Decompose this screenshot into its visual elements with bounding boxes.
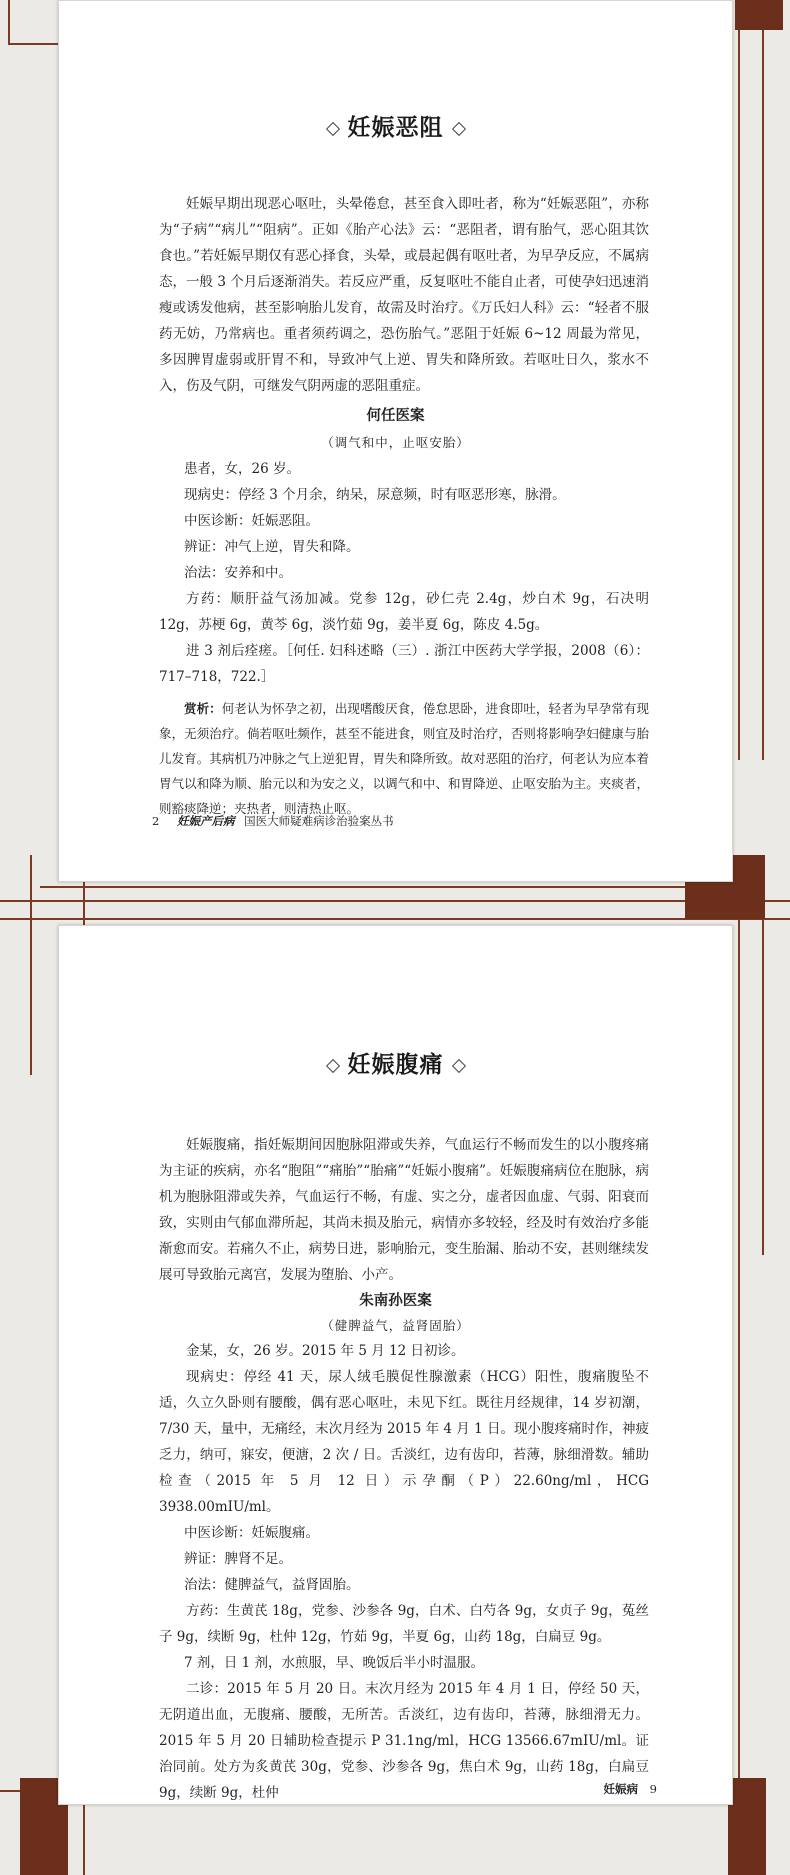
footer-book-title: 妊娠病 [603,1782,639,1796]
band-line [40,886,760,888]
footer-series: 国医大师疑难病诊治验案丛书 [244,814,394,828]
book-page-2 [58,925,733,1805]
frame-line [738,855,740,1875]
usage-line: 7 剂，日 1 剂，水煎服，早、晚饭后半小时温服。 [184,1655,485,1671]
diamond-ornament-icon [452,122,466,136]
prescription-paragraph: 方药：顺肝益气汤加减。党参 12g，砂仁壳 2.4g，炒白术 9g，石决明 12g，苏梗 6g，黄芩 6g，淡竹茹 9g，姜半夏 6g，陈皮 4.5g。 [159,591,649,633]
treatment-line: 治法：健脾益气，益肾固胎。 [184,1577,360,1593]
corner-block [728,1778,766,1875]
frame-line [30,855,32,1075]
comment-label: 赏析： [184,701,222,716]
frame-line [762,0,764,760]
followup-paragraph: 进 3 剂后痊瘥。［何任. 妇科述略（三）. 浙江中医药大学学报，2008（6）：717–718，722.］ [159,643,649,685]
page-footer [604,1781,657,1797]
prescription-paragraph: 方药：生黄芪 18g，党参、沙参各 9g，白术、白芍各 9g，女贞子 9g，菟丝子 9g，续断 9g，杜仲 12g，竹茹 9g，半夏 6g，山药 18g，白扁豆 9g。 [159,1603,649,1645]
syndrome-line: 辨证：脾肾不足。 [184,1551,292,1567]
page-number: 2 [152,814,160,828]
frame-line [738,0,740,760]
diamond-ornament-icon [452,1059,466,1073]
chapter-title-text: 妊娠恶阻 [347,114,444,141]
book-page-1 [58,0,733,882]
patient-line: 患者，女，26 岁。 [184,461,300,477]
history-line: 现病史：停经 3 个月余，纳呆，尿意频，时有呕恶形寒，脉滑。 [184,487,566,503]
case-subtitle: （调气和中，止呕安胎） [321,435,470,450]
diagnosis-line: 中医诊断：妊娠恶阻。 [184,513,319,529]
comment-text: 何老认为怀孕之初，出现嗜酸厌食，倦怠思卧，进食即吐，轻者为早孕常有现象，无须治疗。倘若呕吐频作，甚至不能进食，则宜及时治疗，否则将影响孕妇健康与胎儿发育。其病机乃冲脉之气上逆犯胃，胃失和降所致。故对恶阻的治疗，何老认为应本着胃气以和降为顺、胎元以和为安之义，以调气和中、和胃降逆、止呕安胎为主。夹痰者，则豁痰降逆；夹热者，则清热止呕。 [159,701,649,816]
intro-paragraph: 妊娠早期出现恶心呕吐，头晕倦怠，甚至食入即吐者，称为“妊娠恶阻”，亦称为“子病”“病儿”“阻病”。正如《胎产心法》云：“恶阻者，谓有胎气，恶心阻其饮食也。”若妊娠早期仅有恶心择食，头晕，或晨起偶有呕吐者，为早孕反应，不属病态，一般 3 个月后逐渐消失。若反应严重，反复呕吐不能自止者，可使孕妇迅速消瘦或诱发他病，甚至影响胎儿发育，故需及时治疗。《万氏妇人科》云：“轻者不服药无妨，乃常病也。重者须药调之，恐伤胎气。”恶阻于妊娠 6~12 周最为常见，多因脾胃虚弱或肝胃不和，导致冲气上逆、胃失和降所致。若呕吐日久，浆水不入，伤及气阴，可继发气阴两虚的恶阻重症。 [159,196,649,394]
footer-book-title: 妊娠产后病 [176,814,235,828]
band-line [0,900,790,902]
chapter-title-text: 妊娠腹痛 [347,1051,444,1078]
page-footer [152,813,394,829]
corner-block [735,0,783,30]
second-visit-paragraph: 二诊：2015 年 5 月 20 日。末次月经为 2015 年 4 月 1 日，停经 50 天，无阴道出血，无腹痛、腰酸，无所苦。舌淡红，边有齿印，苔薄，脉细滑无力。2015 年 5 月 20 日辅助检查提示 P 31.1ng/ml，HCG 13566.67mIU/ml。证治同前。处方为炙黄芪 30g，党参、沙参各 9g，焦白术 9g，山药 18g，白扁豆 9g，续断 9g，杜仲 [159,1681,649,1801]
chapter-title [59,109,732,142]
band-line [0,918,790,920]
diamond-ornament-icon [326,1059,340,1073]
case-subtitle: （健脾益气，益肾固胎） [321,1318,470,1333]
page-number: 9 [649,1782,657,1796]
patient-paragraph: 金某，女，26 岁。2015 年 5 月 12 日初诊。 [186,1343,465,1359]
intro-paragraph: 妊娠腹痛，指妊娠期间因胞脉阻滞或失养，气血运行不畅而发生的以小腹疼痛为主证的疾病，亦名“胞阻”“痛胎”“胎痛”“妊娠小腹痛”。妊娠腹痛病位在胞脉，病机为胞脉阻滞或失养，气血运行不畅，有虚、实之分，虚者因血虚、气弱、阳衰而致，实则由气郁血滞所起，其尚未损及胎元，病情亦多较轻，经及时有效治疗多能渐愈而安。若痛久不止，病势日进，影响胎元，变生胎漏、胎动不安，甚则继续发展可导致胎元离宫，发展为堕胎、小产。 [159,1137,649,1283]
comment-paragraph [159,696,649,821]
chapter-title [59,1046,732,1079]
case-title: 朱南孙医案 [359,1292,432,1309]
history-paragraph: 现病史：停经 41 天，尿人绒毛膜促性腺激素（HCG）阳性，腹痛腹坠不适，久立久卧则有腰酸，偶有恶心呕吐，未见下红。既往月经规律，14 岁初潮，7/30 天，量中，无痛经，末次月经为 2015 年 4 月 1 日。现小腹疼痛时作，神疲乏力，纳可，寐安，便溏，2 次 / 日。舌淡红，边有齿印，苔薄，脉细滑数。辅助检查（2015 年 5 月 12 日）示孕酮（P）22.60ng/ml，HCG 3938.00mIU/ml。 [159,1369,649,1515]
frame-line [8,0,10,45]
treatment-line: 治法：安养和中。 [184,565,292,581]
diagnosis-line: 中医诊断：妊娠腹痛。 [184,1525,319,1541]
case-title: 何任医案 [366,407,425,424]
diamond-ornament-icon [326,122,340,136]
syndrome-line: 辨证：冲气上逆，胃失和降。 [184,539,360,555]
